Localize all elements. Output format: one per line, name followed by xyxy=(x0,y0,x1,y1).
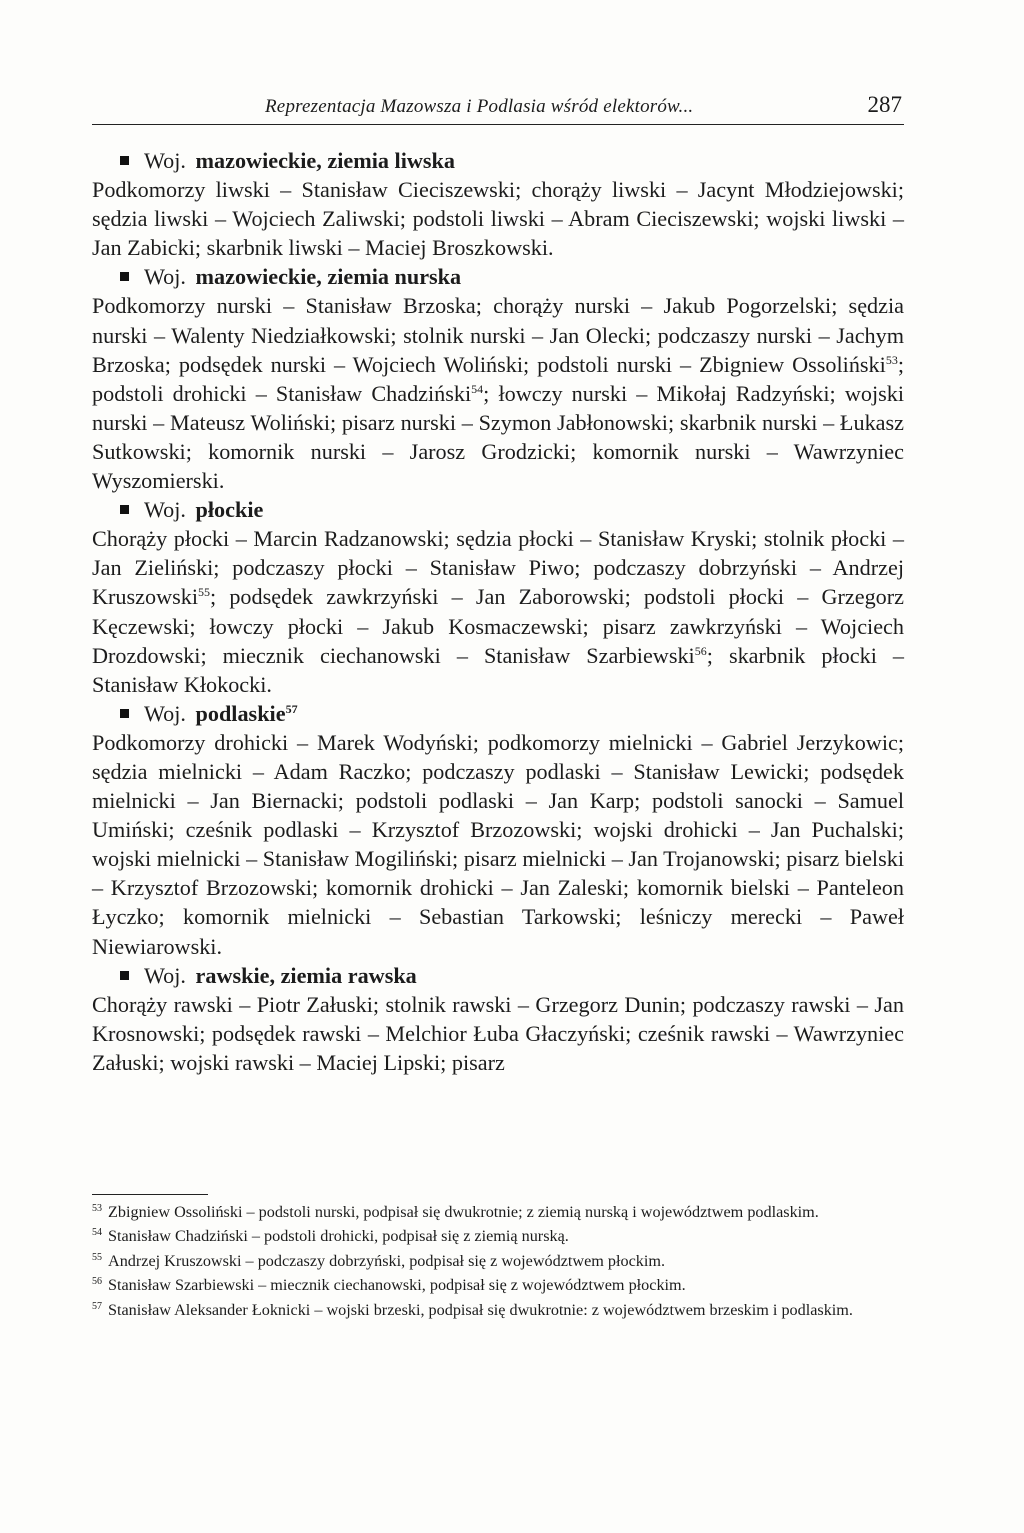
footnote-53 xyxy=(92,1200,904,1224)
section-rawska xyxy=(92,961,904,1077)
paragraph-text: ; podsędek zawkrzyński – Jan Zaborowski; podstoli płocki – Grzegorz Kęczewski; łowczy płocki – Jakub Kosmaczewski; pisarz zawkrzyński – Wojciech Drozdowski; miecznik ciechanowski – Stanisław Szarbiewski xyxy=(92,584,904,668)
section-title: podlaskie xyxy=(195,700,286,726)
paragraph-text: ; skarbnik płocki – Stanisław Kłokocki. xyxy=(92,642,904,697)
footnote-56 xyxy=(92,1273,904,1297)
section-paragraph: Chorąży rawski – Piotr Załuski; stolnik rawski – Grzegorz Dunin; podczaszy rawski – Jan Krosnowski; podsędek rawski – Melchior Łuba Głaczyński; cześnik rawski – Wawrzyniec Załuski; wojski rawski – Maciej Lipski; pisarz xyxy=(92,991,904,1075)
footnote-number: 53 xyxy=(92,1203,102,1214)
section-heading xyxy=(120,495,904,524)
section-paragraph: Podkomorzy liwski – Stanisław Cieciszewski; chorąży liwski – Jacynt Młodziejowski; sędzia liwski – Wojciech Zaliwski; podstoli liwski – Abram Cieciszewski; wojski liwski – Jan Zabicki; skarbnik liwski – Maciej Broszkowski. xyxy=(92,177,904,261)
section-heading xyxy=(120,961,904,990)
section-nurska xyxy=(92,262,904,495)
section-title: mazowieckie, ziemia nurska xyxy=(195,264,462,290)
section-prefix: Woj. xyxy=(144,962,186,988)
square-bullet-icon xyxy=(120,156,129,165)
footnote-ref-57[interactable]: 57 xyxy=(285,701,298,716)
section-title: rawskie, ziemia rawska xyxy=(195,962,417,988)
page-number: 287 xyxy=(867,92,902,117)
running-title: Reprezentacja Mazowsza i Podlasia wśród elektorów... xyxy=(265,96,694,117)
section-plockie xyxy=(92,495,904,699)
footnote-57 xyxy=(92,1298,904,1322)
running-header xyxy=(92,92,904,125)
section-paragraph xyxy=(92,291,904,495)
section-prefix: Woj. xyxy=(144,497,186,523)
footnote-text: Andrzej Kruszowski – podczaszy dobrzyński, podpisał się z województwem płockim. xyxy=(108,1251,665,1270)
section-paragraph xyxy=(92,524,904,699)
paragraph-text: Podkomorzy nurski – Stanisław Brzoska; chorąży nurski – Jakub Pogorzelski; sędzia nurski – Walenty Niedziałkowski; stolnik nurski – Jan Olecki; podczaszy nurski – Jachym Brzoska; podsędek nurski – Wojciech Woliński; podstoli nurski – Zbigniew Ossoliński xyxy=(92,293,904,377)
section-podlaskie xyxy=(92,699,904,961)
paragraph-text: Chorąży płocki – Marcin Radzanowski; sędzia płocki – Stanisław Kryski; stolnik płocki – Jan Zieliński; podczaszy płocki – Stanisław Piwo; podczaszy dobrzyński – Andrzej Kruszowski xyxy=(92,526,904,610)
footnote-number: 55 xyxy=(92,1251,102,1263)
square-bullet-icon xyxy=(120,272,129,281)
section-paragraph: Podkomorzy drohicki – Marek Wodyński; podkomorzy mielnicki – Gabriel Jerzykowic; sędzia mielnicki – Adam Raczko; podczaszy podlaski – Stanisław Lewicki; podsędek mielnicki – Jan Biernacki; podstoli podlaski – Jan Karp; podstoli sanocki – Samuel Umiński; cześnik podlaski – Krzysztof Brzozowski; wojski drohicki – Jan Puchalski; wojski mielnicki – Stanisław Mogiliński; pisarz mielnicki – Jan Trojanowski; pisarz bielski – Krzysztof Brzozowski; komornik drohicki – Jan Zaleski; komornik bielski – Panteleon Łyczko; komornik mielnicki – Sebastian Tarkowski; leśniczy merecki – Paweł Niewiarowski. xyxy=(92,729,904,959)
paragraph-text: ; łowczy nurski – Mikołaj Radzyński; wojski nurski – Mateusz Woliński; pisarz nurski – Szymon Jabłonowski; skarbnik nurski – Łukasz Sutkowski; komornik nurski – Jarosz Grodzicki; komornik nurski – Wawrzyniec Wyszomierski. xyxy=(92,380,905,494)
footnote-ref-54[interactable]: 54 xyxy=(471,381,484,396)
section-title: mazowieckie, ziemia liwska xyxy=(195,148,455,173)
footnote-number: 56 xyxy=(92,1276,102,1288)
footnote-ref-56[interactable]: 56 xyxy=(694,643,707,658)
section-heading xyxy=(120,699,904,728)
section-heading xyxy=(120,146,904,175)
square-bullet-icon xyxy=(120,971,129,980)
section-title: płockie xyxy=(195,497,264,523)
square-bullet-icon xyxy=(120,505,129,514)
body-text xyxy=(92,146,904,1077)
footnote-ref-53[interactable]: 53 xyxy=(885,352,898,367)
section-liwska xyxy=(92,146,904,262)
section-heading xyxy=(120,262,904,291)
footnote-text: Stanisław Aleksander Łoknicki – wojski brzeski, podpisał się dwukrotnie: z województwem brzeskim i podlaskim. xyxy=(108,1300,853,1319)
section-prefix: Woj. xyxy=(144,264,186,290)
footnote-number: 57 xyxy=(92,1300,102,1312)
footnotes xyxy=(92,1200,904,1322)
section-prefix: Woj. xyxy=(144,700,186,726)
footnote-54 xyxy=(92,1224,904,1248)
section-prefix: Woj. xyxy=(144,148,186,173)
footnote-number: 54 xyxy=(92,1227,102,1239)
footnote-text: Zbigniew Ossoliński – podstoli nurski, podpisał się dwukrotnie; z ziemią nurską i województwem podlaskim. xyxy=(108,1203,819,1221)
footnote-divider xyxy=(92,1194,208,1195)
footnote-text: Stanisław Chadziński – podstoli drohicki, podpisał się z ziemią nurską. xyxy=(108,1227,569,1246)
paragraph-text: ; podstoli drohicki – Stanisław Chadziński xyxy=(92,351,904,406)
footnote-55 xyxy=(92,1249,904,1273)
square-bullet-icon xyxy=(120,709,129,718)
footnote-text: Stanisław Szarbiewski – miecznik ciechanowski, podpisał się z województwem płockim. xyxy=(108,1276,686,1295)
footnote-ref-55[interactable]: 55 xyxy=(198,585,210,600)
